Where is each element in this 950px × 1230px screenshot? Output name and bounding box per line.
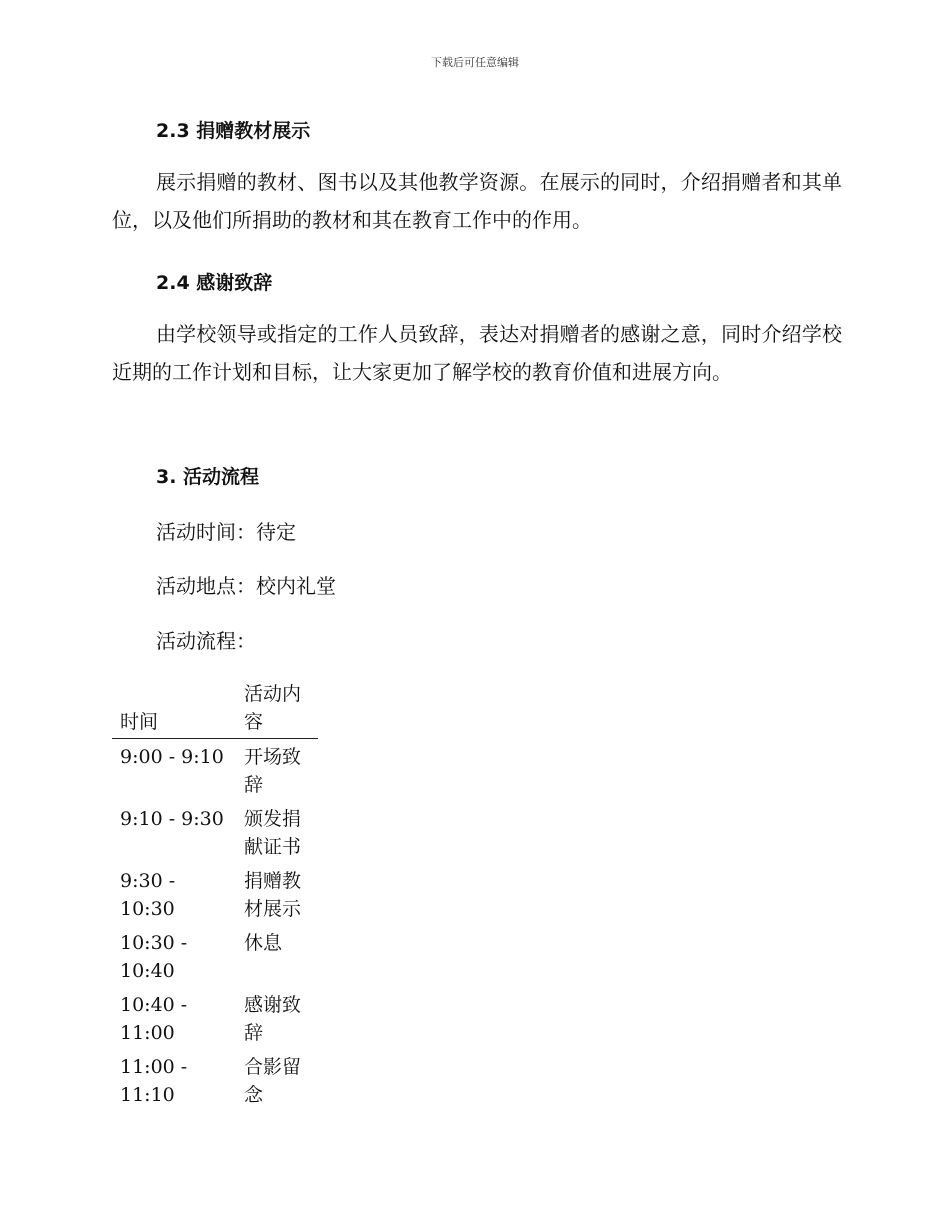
- row-time: 9:00 - 9:10: [120, 746, 224, 768]
- table-row: [112, 925, 318, 987]
- activity-time-line: 活动时间：待定: [156, 520, 296, 544]
- header-activity: 活动内容: [244, 683, 302, 733]
- activity-flow-label: 活动流程：: [156, 629, 256, 653]
- section-2-4-body: 由学校领导或指定的工作人员致辞，表达对捐赠者的感谢之意，同时介绍学校近期的工作计划和目标，让大家更加了解学校的教育价值和进展方向。: [112, 322, 842, 384]
- section-2-3-heading: 2.3 捐赠教材展示: [156, 120, 311, 142]
- row-activity: 颁发捐献证书: [244, 808, 302, 858]
- header-time: 时间: [120, 711, 159, 733]
- table-header-row: [112, 680, 318, 739]
- row-activity: 感谢致辞: [244, 994, 302, 1044]
- table-row: [112, 739, 318, 802]
- activity-place-line: 活动地点：校内礼堂: [156, 574, 336, 598]
- table-row: [112, 987, 318, 1049]
- table-row: [112, 801, 318, 863]
- row-activity: 捐赠教材展示: [244, 870, 302, 920]
- row-time: 10:40 - 11:00: [120, 994, 188, 1044]
- table-row: [112, 1049, 318, 1111]
- section-2-3-body: 展示捐赠的教材、图书以及其他教学资源。在展示的同时，介绍捐赠者和其单位，以及他们所捐助的教材和其在教育工作中的作用。: [112, 170, 842, 232]
- row-activity: 开场致辞: [244, 746, 302, 796]
- row-activity: 合影留念: [244, 1056, 302, 1106]
- row-time: 11:00 - 11:10: [120, 1056, 188, 1106]
- section-3-heading: 3. 活动流程: [156, 466, 260, 488]
- row-time: 9:10 - 9:30: [120, 808, 224, 830]
- row-time: 10:30 - 10:40: [120, 932, 188, 982]
- schedule-table: [112, 680, 318, 1111]
- table-row: [112, 863, 318, 925]
- section-2-4-heading: 2.4 感谢致辞: [156, 272, 273, 294]
- row-time: 9:30 - 10:30: [120, 870, 176, 920]
- row-activity: 休息: [244, 932, 283, 954]
- page-header: 下载后可任意编辑: [431, 56, 519, 69]
